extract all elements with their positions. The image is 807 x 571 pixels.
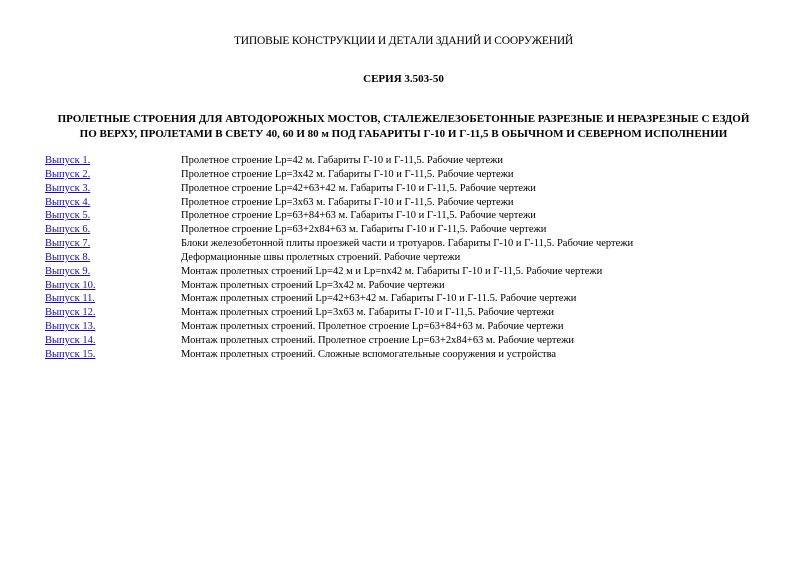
list-item [45, 223, 785, 237]
issue-description: Монтаж пролетных строений Lp=3х63 м. Габариты Г-10 и Г-11,5. Рабочие чертежи [181, 307, 555, 319]
issue-description: Пролетное строение Lp=3х63 м. Габариты Г-10 и Г-11,5. Рабочие чертежи [181, 196, 514, 208]
issues-list [45, 154, 785, 362]
issue-link[interactable]: Выпуск 1. [45, 155, 91, 166]
issue-description: Пролетное строение Lp=42+63+42 м. Габариты Г-10 и Г-11,5. Рабочие чертежи [181, 182, 536, 194]
issue-link[interactable]: Выпуск 15. [45, 348, 96, 360]
issue-link[interactable]: Выпуск 6. [45, 224, 91, 236]
list-item [45, 279, 785, 293]
list-item [45, 237, 785, 251]
issue-description: Монтаж пролетных строений Lp=42+63+42 м. Габариты Г-10 и Г-11.5. Рабочие чертежи [181, 293, 577, 305]
issue-description: Монтаж пролетных строений. Пролетное строение Lp=63+2х84+63 м. Рабочие чертежи [181, 334, 575, 346]
list-item [45, 265, 785, 279]
issue-description: Блоки железобетонной плиты проезжей части и тротуаров. Габариты Г-10 и Г-11,5. Рабочие чертежи [181, 238, 634, 250]
document-title: ПРОЛЕТНЫЕ СТРОЕНИЯ ДЛЯ АВТОДОРОЖНЫХ МОСТОВ, СТАЛЕЖЕЛЕЗОБЕТОННЫЕ РАЗРЕЗНЫЕ И НЕРАЗРЕЗНЫЕ С ЕЗДОЙ ПО ВЕРХУ, ПРОЛЕТАМИ В СВЕТУ 40, 60 И 80 м ПОД ГАБАРИТЫ Г-10 И Г-11,5 В ОБЫЧНОМ И СЕВЕРНОМ ИСПОЛНЕНИИ [57, 113, 750, 140]
issue-description: Монтаж пролетных строений Lp=42 м и Lp=nх42 м. Габариты Г-10 и Г-11,5. Рабочие чертежи [181, 265, 603, 277]
series-number: СЕРИЯ 3.503-50 [363, 73, 444, 85]
issue-description: Пролетное строение Lp=42 м. Габариты Г-10 и Г-11,5. Рабочие чертежи [181, 155, 504, 166]
issue-description: Деформационные швы пролетных строений. Рабочие чертежи [181, 251, 461, 263]
issue-link[interactable]: Выпуск 13. [45, 321, 96, 333]
issue-description: Пролетное строение Lp=63+2х84+63 м. Габариты Г-10 и Г-11,5. Рабочие чертежи [181, 224, 547, 236]
issue-link[interactable]: Выпуск 4. [45, 196, 91, 208]
issue-link[interactable]: Выпуск 3. [45, 182, 91, 194]
issue-description: Монтаж пролетных строений. Сложные вспомогательные сооружения и устройства [181, 348, 557, 360]
issue-link[interactable]: Выпуск 11. [45, 293, 96, 305]
issue-description: Пролетное строение Lp=63+84+63 м. Габариты Г-10 и Г-11,5. Рабочие чертежи [181, 210, 536, 222]
list-item [45, 348, 785, 362]
list-item [45, 251, 785, 265]
list-item [45, 306, 785, 320]
list-item [45, 168, 785, 182]
issue-link[interactable]: Выпуск 10. [45, 279, 96, 291]
issue-link[interactable]: Выпуск 7. [45, 238, 91, 250]
issue-link[interactable]: Выпуск 14. [45, 334, 96, 346]
issue-description: Монтаж пролетных строений Lp=3х42 м. Рабочие чертежи [181, 279, 445, 291]
list-item [45, 334, 785, 348]
list-item [45, 209, 785, 223]
issue-link[interactable]: Выпуск 2. [45, 168, 91, 180]
list-item [45, 292, 785, 306]
issue-link[interactable]: Выпуск 8. [45, 251, 91, 263]
issue-link[interactable]: Выпуск 12. [45, 307, 96, 319]
list-item [45, 182, 785, 196]
list-item [45, 154, 785, 168]
list-item [45, 196, 785, 210]
issue-link[interactable]: Выпуск 5. [45, 210, 91, 222]
issue-description: Пролетное строение Lp=3х42 м. Габариты Г-10 и Г-11,5. Рабочие чертежи [181, 168, 514, 180]
list-item [45, 320, 785, 334]
document-header: ТИПОВЫЕ КОНСТРУКЦИИ И ДЕТАЛИ ЗДАНИЙ И СООРУЖЕНИЙ [233, 35, 574, 47]
issue-link[interactable]: Выпуск 9. [45, 265, 91, 277]
issue-description: Монтаж пролетных строений. Пролетное строение Lp=63+84+63 м. Рабочие чертежи [181, 321, 564, 333]
